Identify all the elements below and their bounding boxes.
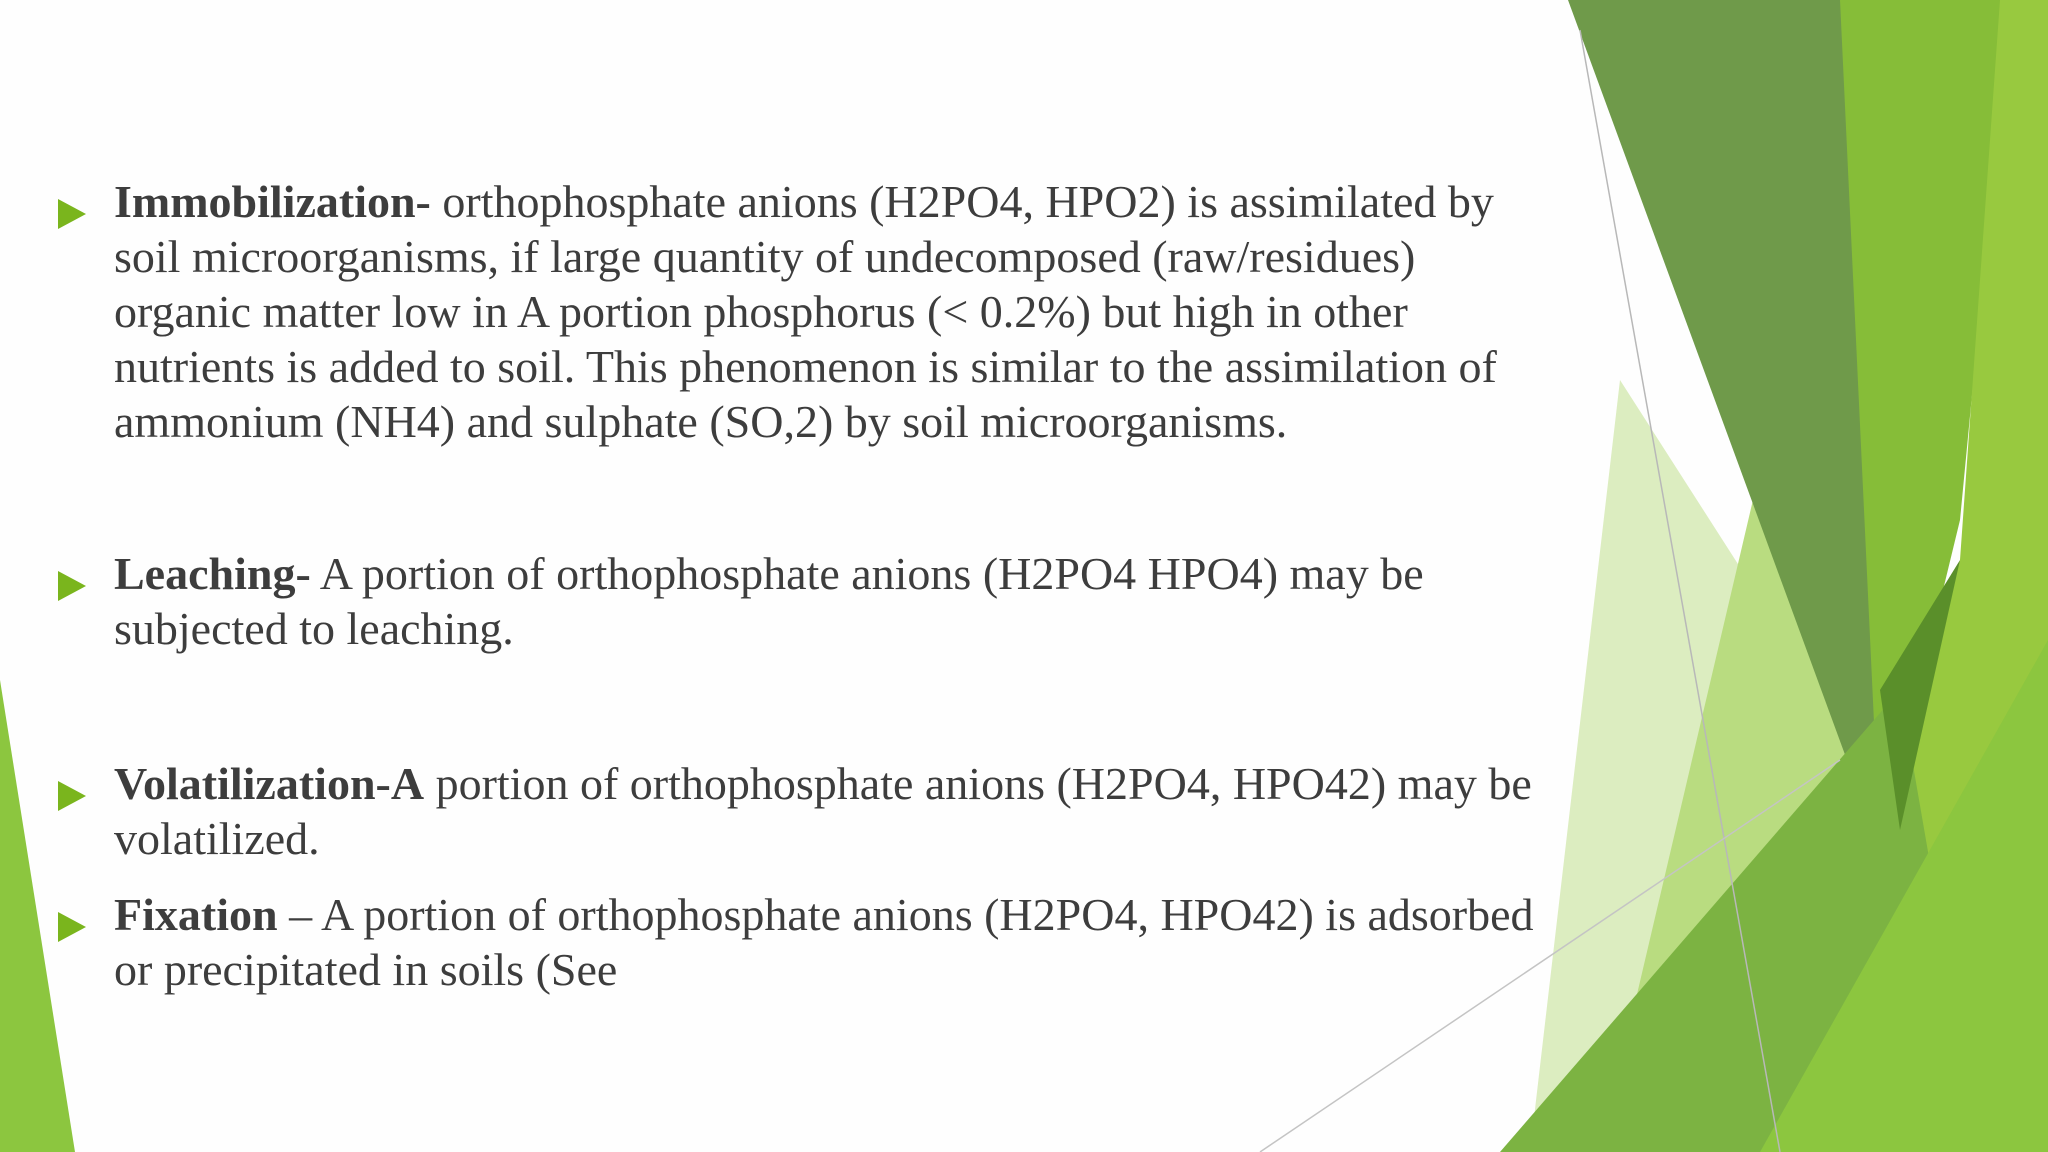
bullet-text xyxy=(114,756,1718,866)
bullet-line: ammonium (NH4) and sulphate (SO,2) by soil microorganisms. xyxy=(114,396,1288,447)
bullet-arrow-icon xyxy=(58,199,86,229)
bullet-volatilization xyxy=(58,756,1718,866)
bullet-arrow-icon xyxy=(58,781,86,811)
bullet-line: organic matter low in A portion phosphorus (< 0.2%) but high in other xyxy=(114,286,1408,337)
bullet-line: portion of orthophosphate anions (H2PO4, HPO42) may be xyxy=(424,758,1532,809)
bullet-line: volatilized. xyxy=(114,813,320,864)
bullet-line: soil microorganisms, if large quantity of undecomposed (raw/residues) xyxy=(114,231,1416,282)
bullet-arrow-icon xyxy=(58,912,86,942)
bullet-term: Volatilization-A xyxy=(114,758,425,809)
bullet-text xyxy=(114,887,1718,997)
bullet-term: Immobilization- xyxy=(114,176,431,227)
bullet-line: A portion of orthophosphate anions (H2PO4 HPO4) may be xyxy=(310,548,1424,599)
bullet-text xyxy=(114,546,1718,656)
bullet-line: orthophosphate anions (H2PO4, HPO2) is assimilated by xyxy=(430,176,1494,227)
bullet-line: or precipitated in soils (See xyxy=(114,944,618,995)
bullet-line: subjected to leaching. xyxy=(114,603,514,654)
bullet-immobilization xyxy=(58,174,1718,449)
bullet-arrow-icon xyxy=(58,571,86,601)
bullet-leaching xyxy=(58,546,1718,656)
bullet-term: Leaching- xyxy=(114,548,311,599)
bullet-line: – A portion of orthophosphate anions (H2PO4, HPO42) is adsorbed xyxy=(277,889,1534,940)
bullet-line: nutrients is added to soil. This phenomenon is similar to the assimilation of xyxy=(114,341,1497,392)
bullet-term: Fixation xyxy=(114,889,278,940)
bullet-text xyxy=(114,174,1718,449)
bullet-fixation xyxy=(58,887,1718,997)
